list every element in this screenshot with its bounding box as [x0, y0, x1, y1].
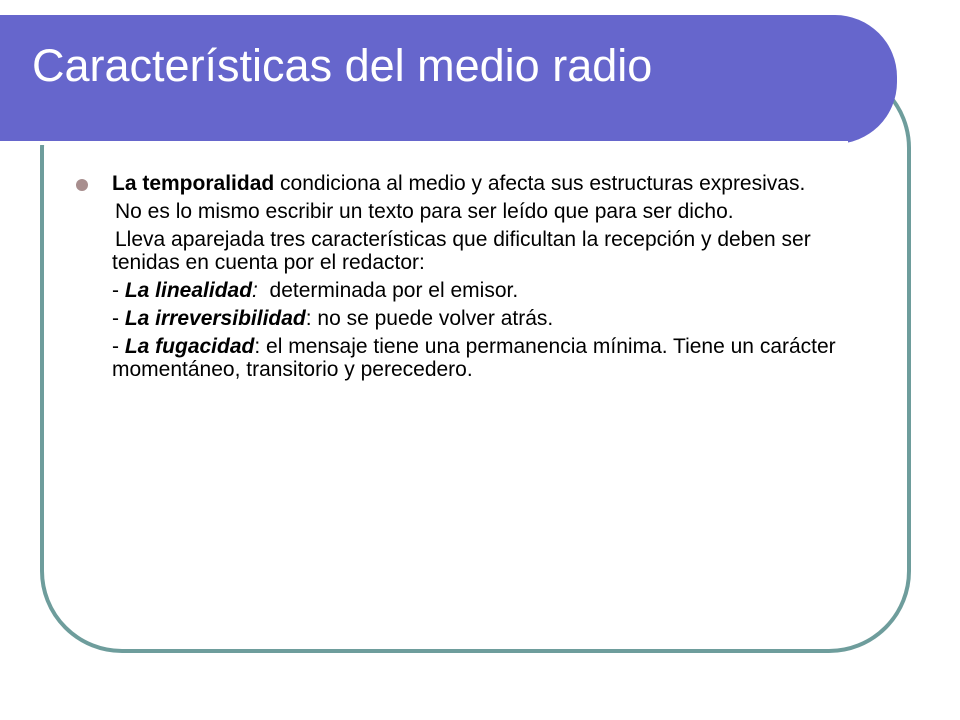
linealidad-colon: : — [252, 279, 258, 302]
bullet-icon — [76, 179, 88, 191]
linealidad-prefix: - — [112, 279, 125, 302]
paragraph-linealidad — [112, 279, 882, 302]
slide-title: Características del medio radio — [32, 40, 653, 91]
paragraph-irreversibilidad — [112, 307, 882, 330]
term-fugacidad: La fugacidad — [124, 335, 255, 358]
term-irreversibilidad: La irreversibilidad — [124, 307, 306, 330]
fugacidad-prefix: - — [112, 335, 125, 358]
paragraph-temporalidad — [112, 172, 882, 195]
irreversibilidad-text: : no se puede volver atrás. — [305, 307, 554, 330]
title-underline — [0, 141, 848, 145]
temporalidad-text: condiciona al medio y afecta sus estructuras expresivas. — [274, 172, 806, 195]
fugacidad-text: : el mensaje tiene una permanencia mínima. Tiene un carácter momentáneo, transitorio y perecedero. — [112, 335, 836, 381]
term-temporalidad: La temporalidad — [112, 172, 275, 195]
bullet-content — [112, 172, 882, 386]
escribir-text: No es lo mismo escribir un texto para ser leído que para ser dicho. — [115, 200, 734, 223]
paragraph-caracteristicas — [112, 228, 882, 274]
linealidad-text: determinada por el emisor. — [257, 279, 519, 302]
term-linealidad: La linealidad — [124, 279, 253, 302]
caracteristicas-text: Lleva aparejada tres características que dificultan la recepción y deben ser tenidas en cuenta por el redactor: — [112, 228, 811, 274]
paragraph-escribir — [112, 200, 882, 223]
irreversibilidad-prefix: - — [112, 307, 125, 330]
paragraph-fugacidad — [112, 335, 882, 381]
